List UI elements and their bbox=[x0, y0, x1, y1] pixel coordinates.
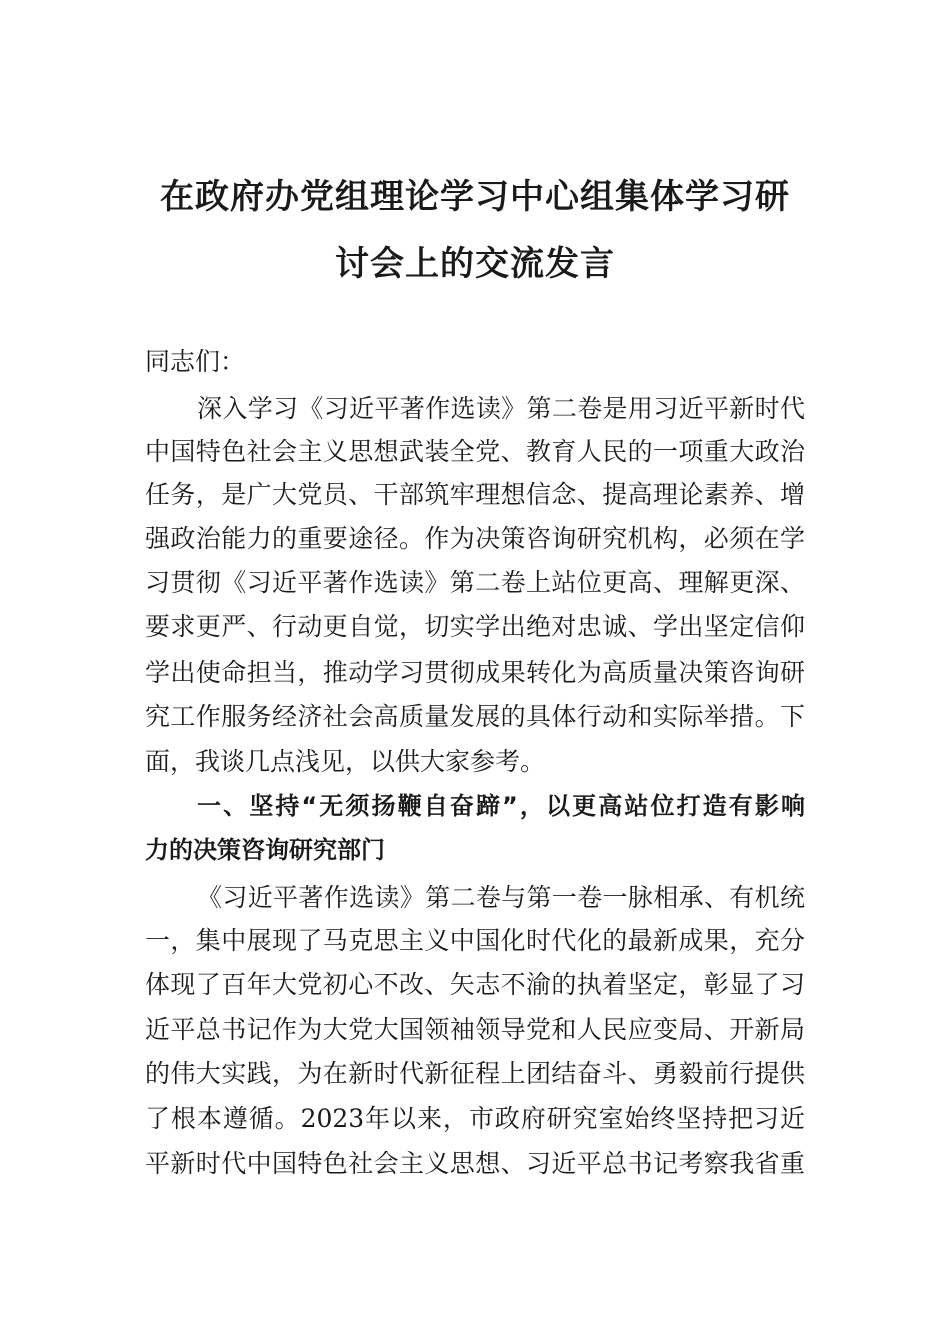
section-heading-1-line: 一、坚持“无须扬鞭自奋蹄”，以更高站位打造有影响 bbox=[197, 792, 805, 820]
paragraph-2-line: 的伟大实践，为在新时代新征程上团结奋斗、勇毅前行提供 bbox=[145, 1059, 805, 1088]
document-title-line-2: 讨会上的交流发言 bbox=[335, 244, 615, 284]
salutation: 同志们： bbox=[145, 347, 246, 376]
paragraph-2-line: 了根本遵循。2023年以来，市政府研究室始终坚持把习近 bbox=[145, 1104, 805, 1133]
paragraph-1-line: 深入学习《习近平著作选读》第二卷是用习近平新时代 bbox=[197, 394, 805, 423]
paragraph-1-line: 面，我谈几点浅见，以供大家参考。 bbox=[145, 747, 546, 776]
paragraph-1-line: 任务，是广大党员、干部筑牢理想信念、提高理论素养、增 bbox=[145, 480, 805, 509]
paragraph-2-line: 一，集中展现了马克思主义中国化时代化的最新成果，充分 bbox=[145, 926, 805, 955]
paragraph-1-line: 习贯彻《习近平著作选读》第二卷上站位更高、理解更深、 bbox=[145, 568, 805, 597]
paragraph-2-line: 近平总书记作为大党大国领袖领导党和人民应变局、开新局 bbox=[145, 1015, 805, 1044]
document-title-line-1: 在政府办党组理论学习中心组集体学习研 bbox=[160, 177, 790, 217]
paragraph-2-line: 体现了百年大党初心不改、矢志不渝的执着坚定，彰显了习 bbox=[145, 970, 805, 999]
paragraph-1-line: 学出使命担当，推动学习贯彻成果转化为高质量决策咨询研 bbox=[145, 658, 805, 687]
paragraph-1-line: 中国特色社会主义思想武装全党、教育人民的一项重大政治 bbox=[145, 437, 805, 466]
paragraph-2-line: 《习近平著作选读》第二卷与第一卷一脉相承、有机统 bbox=[197, 883, 805, 912]
paragraph-1-line: 要求更严、行动更自觉，切实学出绝对忠诚、学出坚定信仰 bbox=[145, 612, 805, 641]
paragraph-2-line: 平新时代中国特色社会主义思想、习近平总书记考察我省重 bbox=[145, 1149, 805, 1178]
section-heading-1-line: 力的决策咨询研究部门 bbox=[145, 836, 385, 864]
paragraph-1-line: 强政治能力的重要途径。作为决策咨询研究机构，必须在学 bbox=[145, 524, 805, 553]
paragraph-1-line: 究工作服务经济社会高质量发展的具体行动和实际举措。下 bbox=[145, 702, 805, 731]
